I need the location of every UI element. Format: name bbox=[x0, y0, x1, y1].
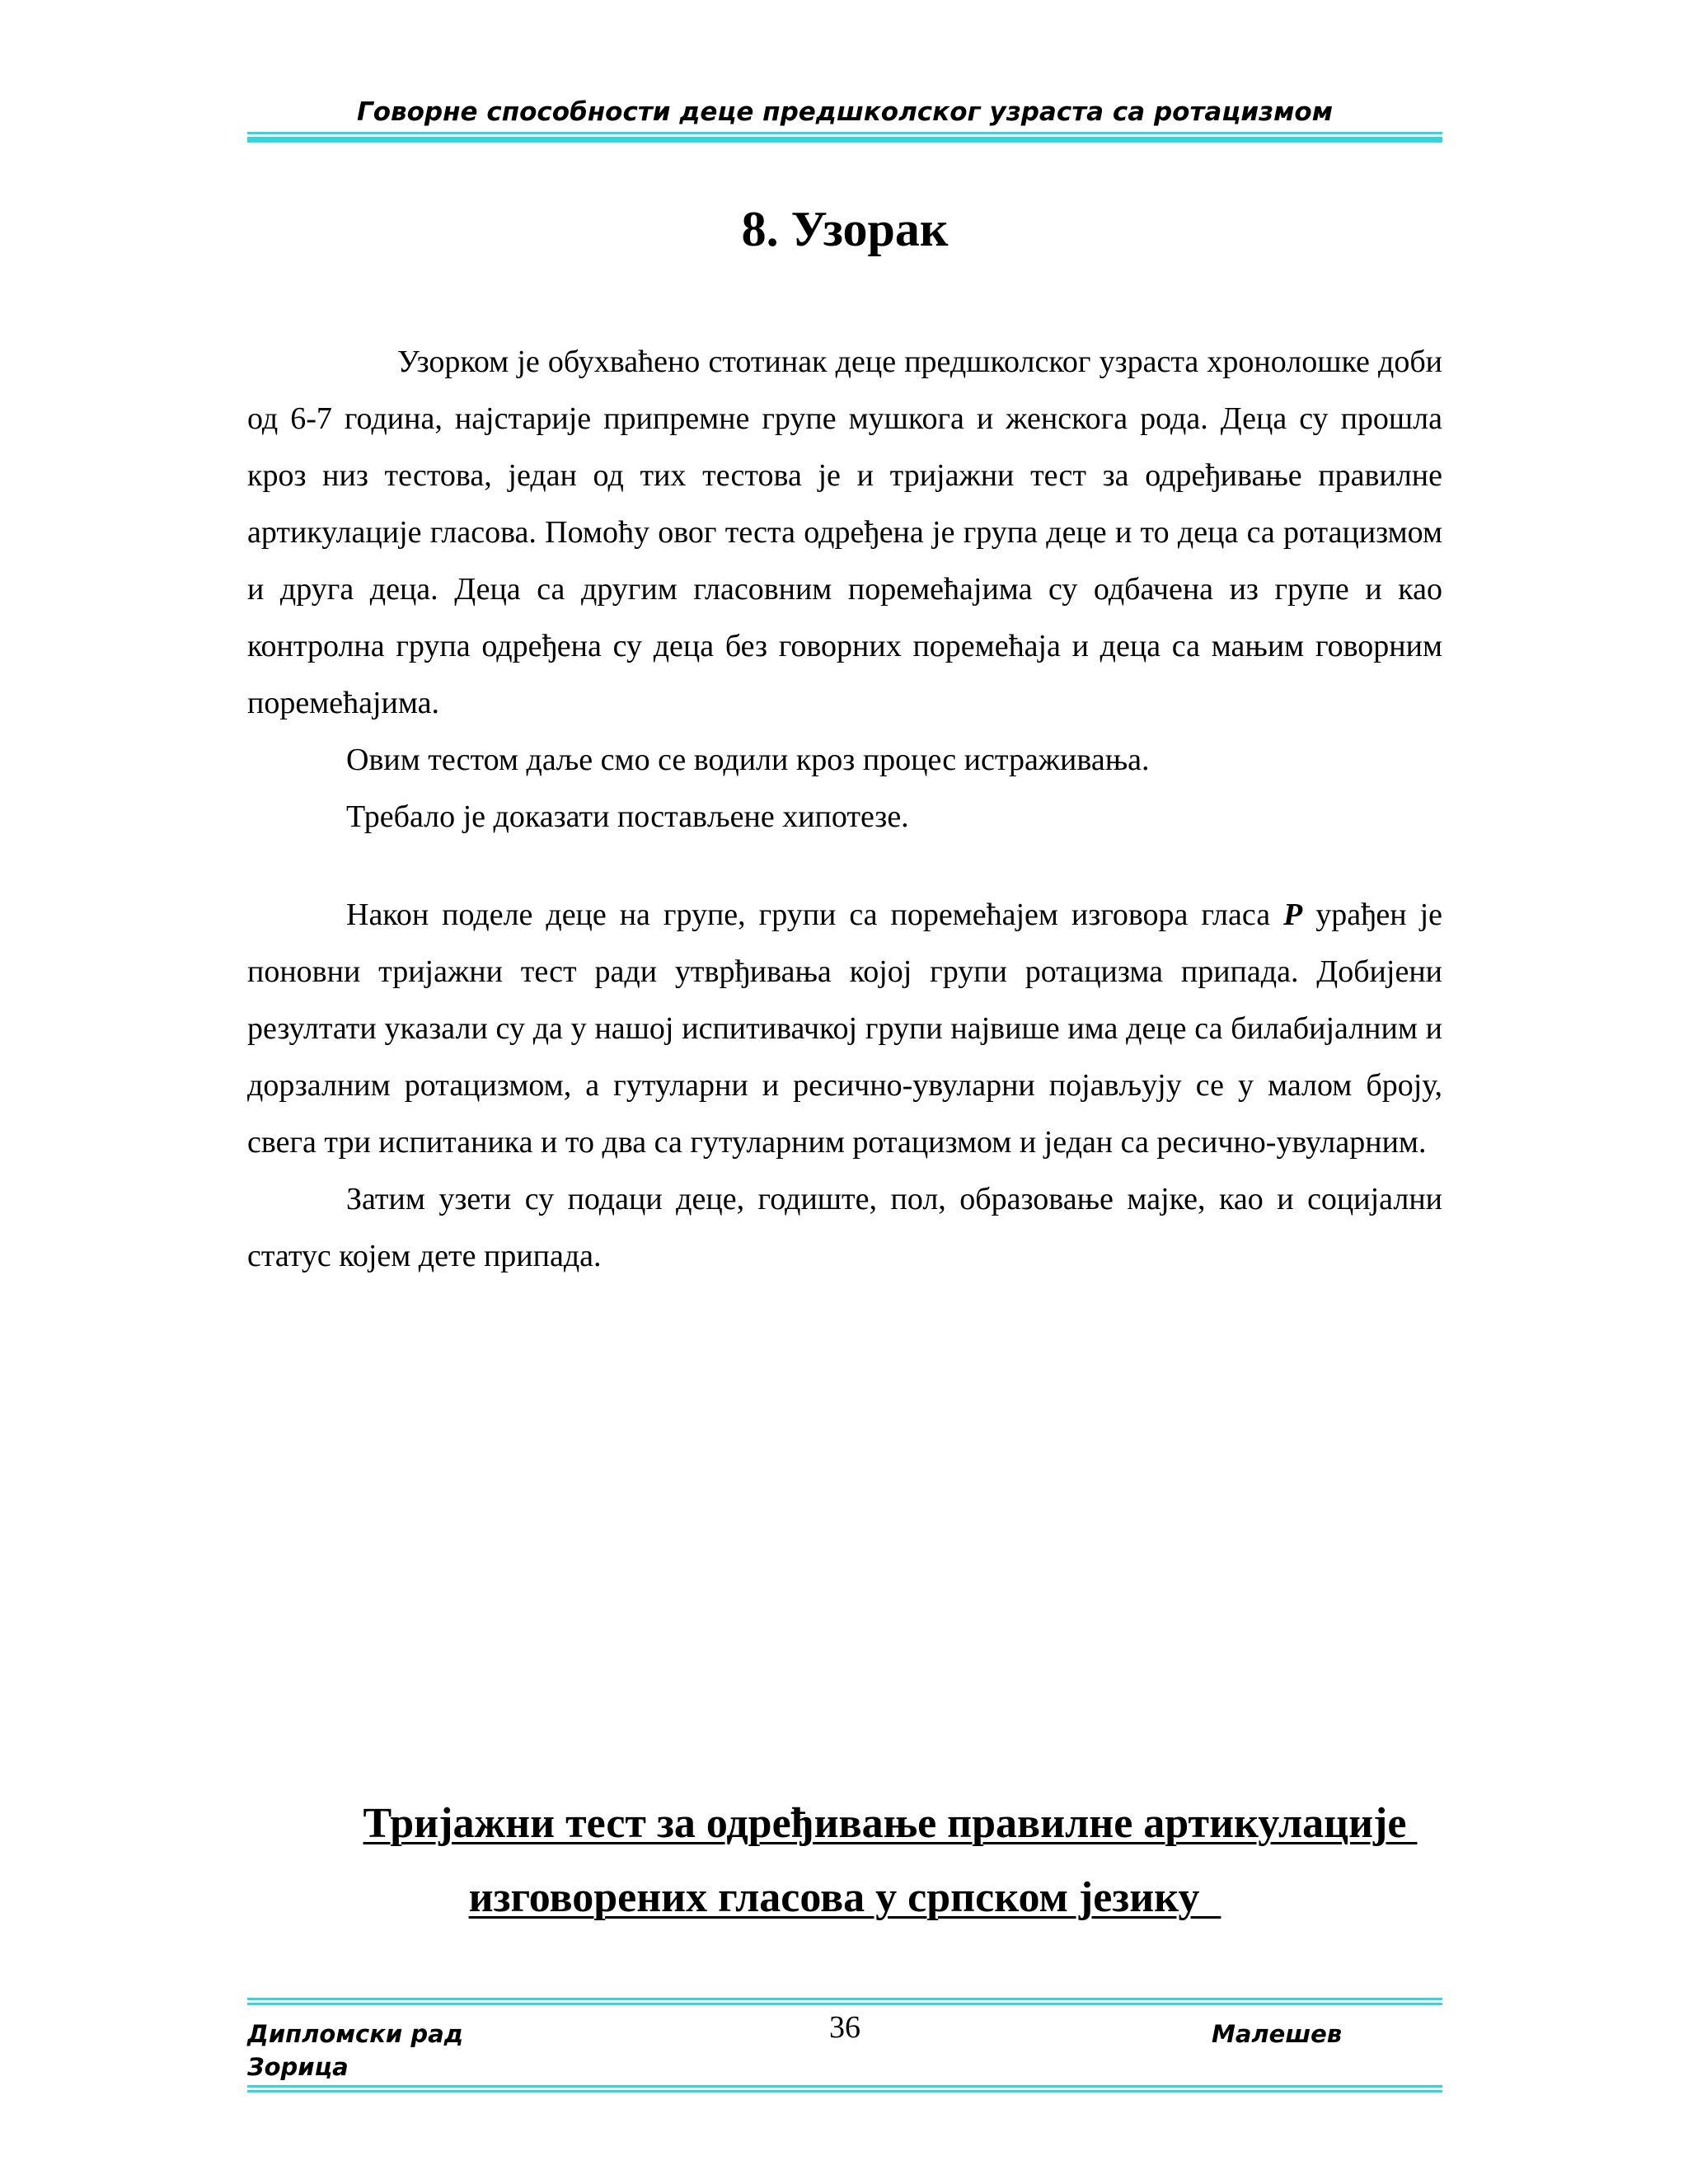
header-rule-thick bbox=[247, 137, 1442, 143]
footer-rule-top-2 bbox=[247, 2003, 1442, 2005]
running-header: Говорне способности деце предшколског узраста са ротацизмом bbox=[356, 97, 1334, 127]
paragraph-sample-description: Узорком је обухваћено стотинак деце предшколског узраста хронолошке доби од 6-7 година, најстарије припремне групе мушкога и женскога рода. Деца су прошла кроз низ тестова, један од тих тестова је и тријажни тест за одређивање правилне артикулације гласова. Помоћу овог теста одређена је група деце и то деца са ротацизмом и друга деца. Деца са другим гласовним поремећајима су одбачена из групе и као контролна група одређена су деца без говорних поремећаја и деца са мањим говорним поремећајима. bbox=[247, 344, 1442, 720]
chapter-title: 8. Узорак bbox=[741, 202, 949, 256]
body-text bbox=[247, 334, 1442, 846]
footer-author-last-name: Малешев bbox=[1212, 2020, 1343, 2048]
paragraph-research-process: Овим тестом даље смо се водили кроз процес истраживања. bbox=[346, 743, 1150, 777]
paragraph-groups bbox=[247, 887, 1442, 1171]
paragraph-data-collection: Затим узети су подаци деце, годиште, пол, образовање мајке, као и социјални статус којем дете припада. bbox=[247, 1182, 1442, 1273]
paragraph-groups-text-a: Након поделе деце на групе, групи са поремећајем изговора гласа bbox=[346, 898, 1284, 932]
footer-rule-top-1 bbox=[247, 1998, 1442, 2000]
footer-author-first-name: Зорица bbox=[247, 2053, 349, 2081]
body-text-second bbox=[247, 887, 1442, 1285]
letter-r: Р bbox=[1283, 898, 1303, 932]
section-heading-line-1 bbox=[247, 1787, 1442, 1861]
section-heading-text-1: Тријажни тест за одређивање правилне артикулације bbox=[363, 1800, 1418, 1847]
paragraph-groups-text-b: урађен је поновни тријажни тест ради утврђивања којој групи ротацизма припада. Добијени резултати указали су да у нашој испитивачкој групи највише има деце са билабијалним и дорзалним ротацизмом, а гутуларни и ресично-увуларни појављују се у малом броју, свега три испитаника и то два са гутуларним ротацизмом и један са ресично-увуларним. bbox=[247, 898, 1443, 1160]
header-rule-thin bbox=[247, 132, 1442, 134]
footer-thesis-label: Дипломски рад bbox=[247, 2020, 464, 2048]
paragraph-hypotheses: Требало је доказати постављене хипотезе. bbox=[346, 799, 909, 834]
footer-rule-bottom-2 bbox=[247, 2090, 1442, 2093]
section-heading bbox=[247, 1787, 1442, 1935]
section-heading-text-2: изговорених гласова у српском језику bbox=[468, 1874, 1221, 1921]
section-heading-line-2 bbox=[247, 1861, 1442, 1935]
footer-left bbox=[247, 2018, 463, 2083]
footer-rule-bottom-1 bbox=[247, 2085, 1442, 2088]
page-number: 36 bbox=[829, 2010, 860, 2045]
